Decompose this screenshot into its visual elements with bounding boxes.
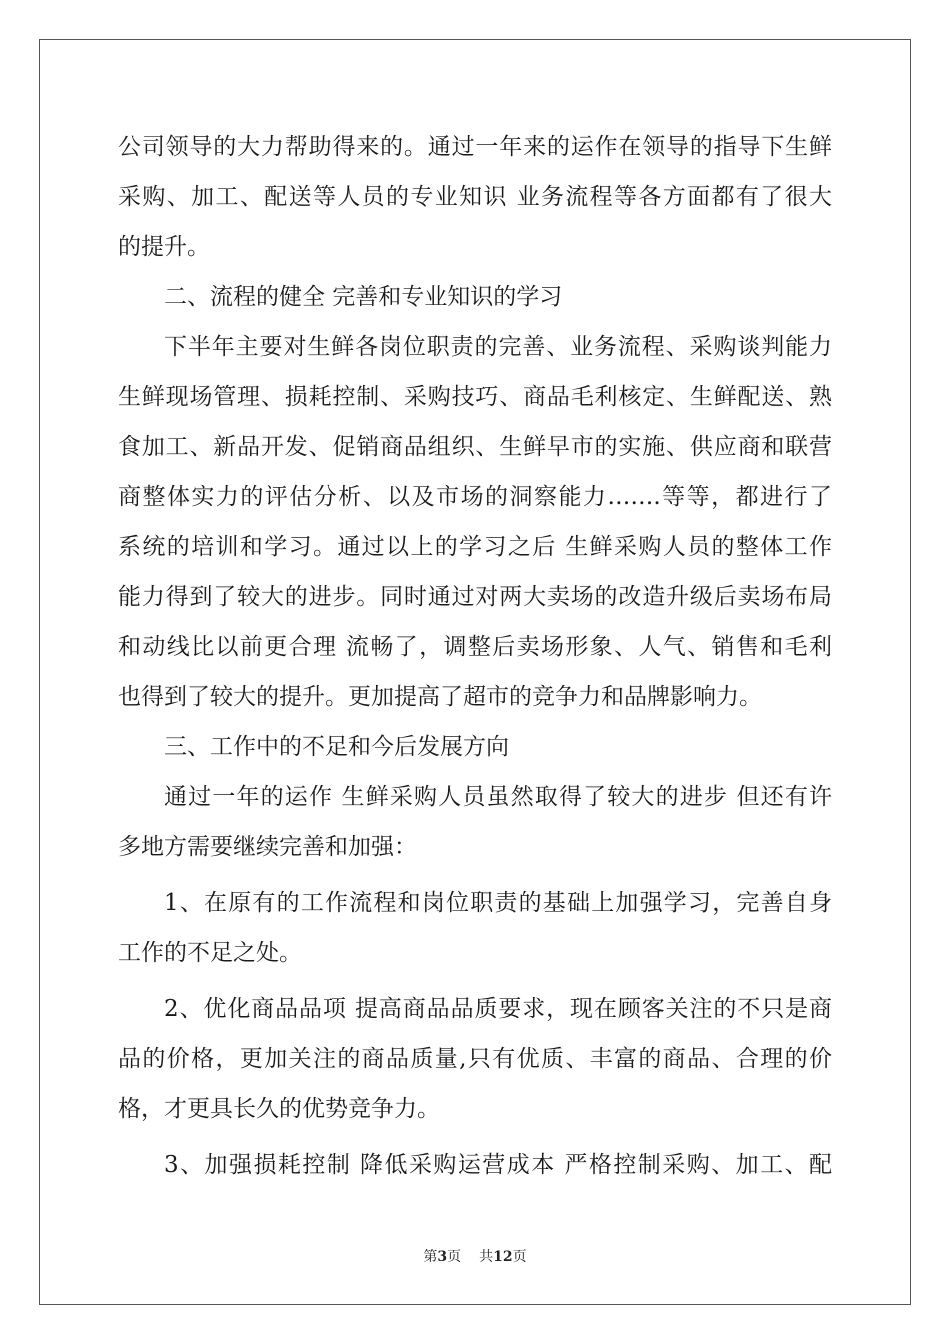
- text-line: 生鲜现场管理、损耗控制、采购技巧、商品毛利核定、生鲜配送、熟: [118, 384, 832, 410]
- text-line: 格，才更具长久的优势竞争力。: [118, 1096, 440, 1122]
- document-body: [118, 126, 832, 1194]
- text-line: 通过一年的运作 生鲜采购人员虽然取得了较大的进步 但还有许: [164, 784, 832, 810]
- footer-prefix: 第: [423, 1249, 438, 1265]
- current-page-number: 3: [437, 1249, 448, 1265]
- text-line: 公司领导的大力帮助得来的。通过一年来的运作在领导的指导下生鲜: [118, 134, 832, 160]
- text-line: 三、工作中的不足和今后发展方向: [164, 734, 509, 760]
- page-footer: [0, 1246, 950, 1266]
- text-line: 2、优化商品品项 提高商品品质要求，现在顾客关注的不只是商: [164, 996, 832, 1022]
- text-line: 也得到了较大的提升。更加提高了超市的竞争力和品牌影响力。: [118, 684, 762, 710]
- text-line: 1、在原有的工作流程和岗位职责的基础上加强学习，完善自身: [164, 890, 832, 916]
- text-line: 采购、加工、配送等人员的专业知识 业务流程等各方面都有了很大: [118, 184, 832, 210]
- text-line: 食加工、新品开发、促销商品组织、生鲜早市的实施、供应商和联营: [118, 434, 832, 460]
- text-line: 能力得到了较大的进步。同时通过对两大卖场的改造升级后卖场布局: [118, 584, 832, 610]
- total-page-number: 12: [493, 1249, 513, 1265]
- text-line: 商整体实力的评估分析、以及市场的洞察能力…….等等，都进行了: [118, 484, 832, 510]
- footer-page-unit: 页: [447, 1249, 462, 1265]
- footer-total-unit: 页: [512, 1249, 527, 1265]
- text-line: 二、流程的健全 完善和专业知识的学习: [164, 284, 563, 310]
- text-line: 工作的不足之处。: [118, 940, 302, 966]
- footer-total-prefix: 共: [479, 1249, 494, 1265]
- text-line: 多地方需要继续完善和加强：: [118, 834, 417, 860]
- text-line: 和动线比以前更合理 流畅了，调整后卖场形象、人气、销售和毛利: [118, 634, 832, 660]
- text-line: 系统的培训和学习。通过以上的学习之后 生鲜采购人员的整体工作: [118, 534, 832, 560]
- text-line: 的提升。: [118, 234, 210, 260]
- text-line: 下半年主要对生鲜各岗位职责的完善、业务流程、采购谈判能力: [164, 334, 832, 360]
- text-line: 3、加强损耗控制 降低采购运营成本 严格控制采购、加工、配: [164, 1152, 832, 1178]
- text-line: 品的价格，更加关注的商品质量,只有优质、丰富的商品、合理的价: [118, 1046, 832, 1072]
